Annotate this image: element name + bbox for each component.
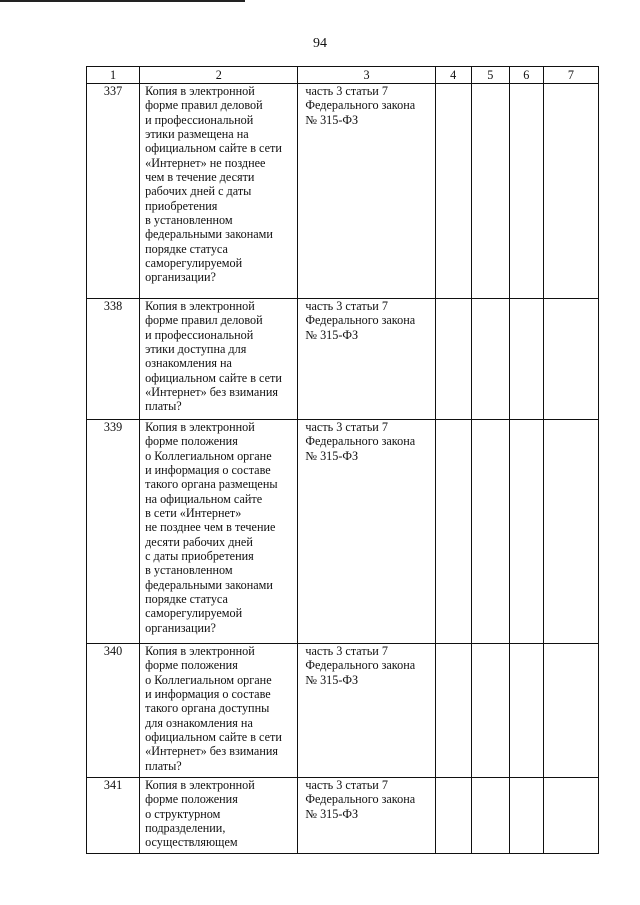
cell-col-6: [509, 644, 543, 778]
header-col-4: 4: [435, 67, 471, 84]
cell-col-6: [509, 299, 543, 420]
page-number: 94: [313, 36, 327, 51]
header-col-1: 1: [87, 67, 140, 84]
cell-col-5: [471, 420, 509, 644]
requirement-text: Копия в электронной форме правил деловой и профессиональной этики доступна для ознакомления на официальном сайте в сети «Интернет» без взимания платы?: [140, 299, 298, 420]
cell-col-4: [435, 299, 471, 420]
requirement-text: Копия в электронной форме положения о структурном подразделении, осуществляющем: [140, 778, 298, 854]
cell-col-5: [471, 778, 509, 854]
cell-col-5: [471, 299, 509, 420]
row-number: 340: [87, 644, 140, 778]
header-row: [87, 67, 599, 84]
table-body: [87, 84, 599, 854]
table-row: [87, 84, 599, 299]
cell-col-7: [543, 299, 598, 420]
table-row: [87, 644, 599, 778]
legal-reference: часть 3 статьи 7 Федерального закона № 315-ФЗ: [298, 84, 435, 299]
header-col-2: 2: [140, 67, 298, 84]
legal-reference: часть 3 статьи 7 Федерального закона № 315-ФЗ: [298, 299, 435, 420]
header-col-7: 7: [543, 67, 598, 84]
cell-col-6: [509, 420, 543, 644]
cell-col-5: [471, 84, 509, 299]
header-col-5: 5: [471, 67, 509, 84]
requirements-table: [86, 66, 599, 854]
cell-col-4: [435, 420, 471, 644]
cell-col-7: [543, 644, 598, 778]
table-row: [87, 778, 599, 854]
cell-col-7: [543, 84, 598, 299]
row-number: 338: [87, 299, 140, 420]
cell-col-7: [543, 420, 598, 644]
row-number: 341: [87, 778, 140, 854]
scan-edge-line: [0, 0, 245, 2]
requirement-text: Копия в электронной форме положения о Коллегиальном органе и информация о составе такого органа размещены на официальном сайте в сети «Интернет» не позднее чем в течение десяти рабочих дней с даты приобретения в установленном федеральными законами порядке статуса саморегулируемой организации?: [140, 420, 298, 644]
legal-reference: часть 3 статьи 7 Федерального закона № 315-ФЗ: [298, 644, 435, 778]
table-row: [87, 299, 599, 420]
cell-col-6: [509, 84, 543, 299]
row-number: 339: [87, 420, 140, 644]
header-col-6: 6: [509, 67, 543, 84]
legal-reference: часть 3 статьи 7 Федерального закона № 315-ФЗ: [298, 420, 435, 644]
table-row: [87, 420, 599, 644]
header-col-3: 3: [298, 67, 435, 84]
cell-col-5: [471, 644, 509, 778]
table-header: [87, 67, 599, 84]
row-number: 337: [87, 84, 140, 299]
cell-col-7: [543, 778, 598, 854]
cell-col-4: [435, 84, 471, 299]
cell-col-4: [435, 778, 471, 854]
cell-col-4: [435, 644, 471, 778]
cell-col-6: [509, 778, 543, 854]
legal-reference: часть 3 статьи 7 Федерального закона № 315-ФЗ: [298, 778, 435, 854]
requirement-text: Копия в электронной форме положения о Коллегиальном органе и информация о составе такого органа доступны для ознакомления на официальном сайте в сети «Интернет» без взимания платы?: [140, 644, 298, 778]
requirement-text: Копия в электронной форме правил деловой и профессиональной этики размещена на официальном сайте в сети «Интернет» не позднее чем в течение десяти рабочих дней с даты приобретения в установленном федеральными законами порядке статуса саморегулируемой организации?: [140, 84, 298, 299]
